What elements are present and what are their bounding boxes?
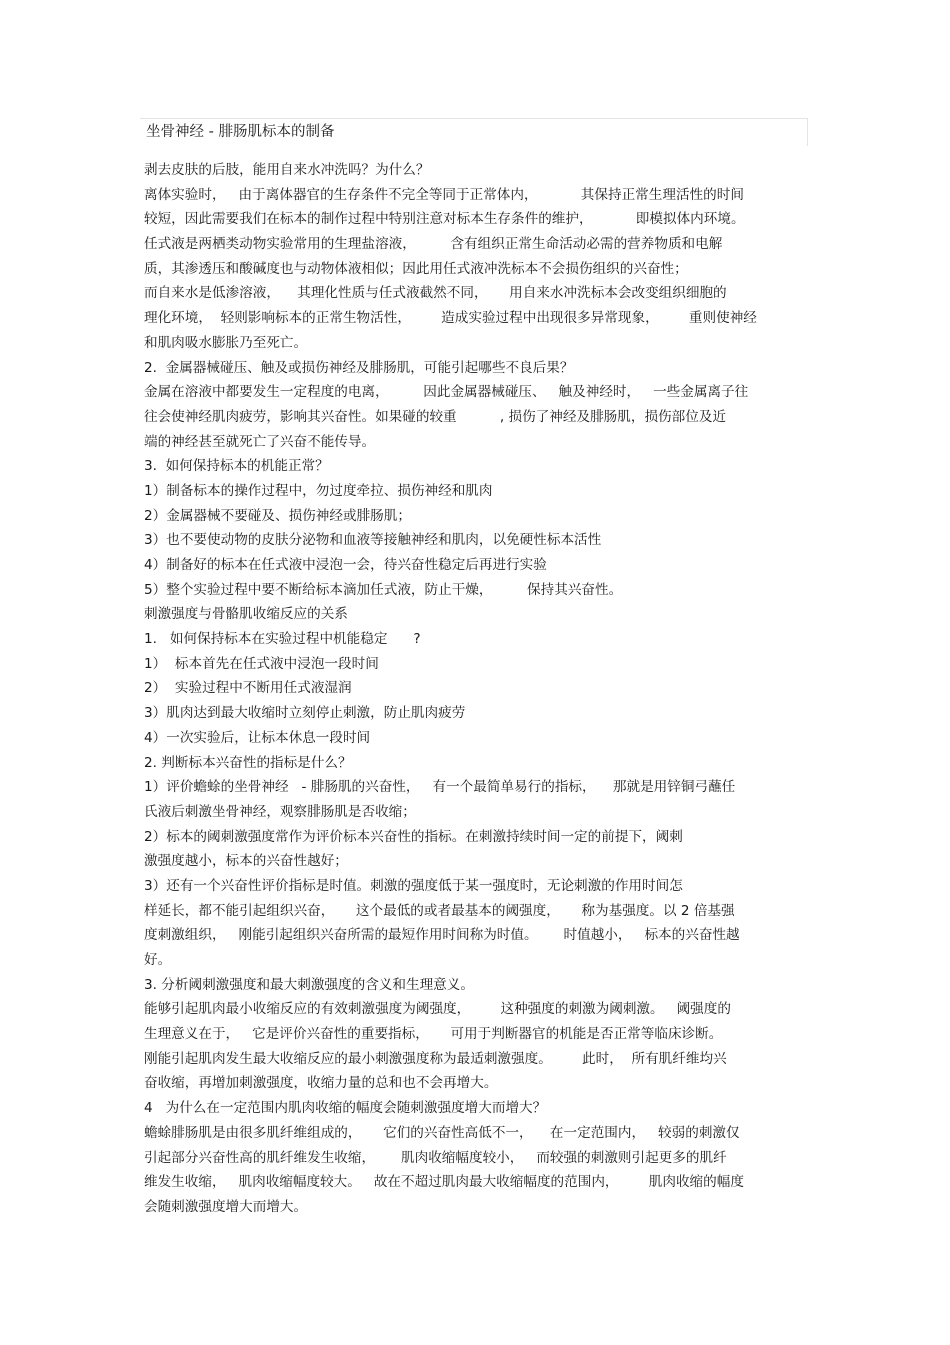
text-line: 度刺激组织， 刚能引起组织兴奋所需的最短作用时间称为时值。 时值越小， 标本的兴奋性越: [144, 927, 740, 944]
text-line: 3. 分析阈刺激强度和最大刺激强度的含义和生理意义。: [144, 976, 474, 993]
text-line: 质，其渗透压和酸碱度也与动物体液相似；因此用任式液冲洗标本不会损伤组织的兴奋性；: [144, 260, 688, 277]
text-line: 维发生收缩， 肌肉收缩幅度较大。 故在不超过肌肉最大收缩幅度的范围内， 肌肉收缩的幅度: [144, 1174, 744, 1191]
text-line: 3）肌肉达到最大收缩时立刻停止刺激，防止肌肉疲劳: [144, 705, 466, 722]
text-line: 和肌肉吸水膨胀乃至死亡。: [144, 334, 308, 351]
text-line: 刚能引起肌肉发生最大收缩反应的最小刺激强度称为最适刺激强度。 此时， 所有肌纤维均兴: [144, 1050, 727, 1067]
text-line: 引起部分兴奋性高的肌纤维发生收缩， 肌肉收缩幅度较小， 而较强的刺激则引起更多的肌纤: [144, 1149, 727, 1166]
text-line: 端的神经甚至就死亡了兴奋不能传导。: [144, 433, 376, 450]
text-line: 2. 判断标本兴奋性的指标是什么？: [144, 754, 352, 771]
text-line: 奋收缩，再增加刺激强度，收缩力量的总和也不会再增大。: [144, 1075, 498, 1092]
text-line: 4）一次实验后，让标本休息一段时间: [144, 729, 371, 746]
text-line: 理化环境， 轻则影响标本的正常生物活性， 造成实验过程中出现很多异常现象， 重则使神经: [144, 310, 757, 327]
text-line: 好。: [144, 952, 172, 968]
text-line: 4）制备好的标本在任式液中浸泡一会，待兴奋性稳定后再进行实验: [144, 557, 547, 573]
text-line: 往会使神经肌肉疲劳，影响其兴奋性。如果碰的较重 , 损伤了神经及腓肠肌，损伤部位及近: [144, 408, 727, 425]
text-line: 离体实验时， 由于离体器官的生存条件不完全等同于正常体内， 其保持正常生理活性的时间: [144, 186, 744, 203]
text-line: 氏液后刺激坐骨神经，观察腓肠肌是否收缩；: [144, 803, 416, 820]
text-line: 2） 实验过程中不断用任式液湿润: [144, 680, 352, 697]
text-line: 金属在溶液中都要发生一定程度的电离， 因此金属器械碰压、 触及神经时， 一些金属离子往: [144, 384, 749, 401]
text-line: 1） 标本首先在任式液中浸泡一段时间: [144, 655, 379, 672]
text-line: 3. 如何保持标本的机能正常？: [144, 458, 329, 475]
text-line: 3）还有一个兴奋性评价指标是时值。刺激的强度低于某一强度时，无论刺激的作用时间怎: [144, 877, 683, 894]
text-line: 样延长，都不能引起组织兴奋， 这个最低的或者最基本的阈强度， 称为基强度。以 2 倍基强: [144, 902, 735, 919]
text-line: 1. 如何保持标本在实验过程中机能稳定 ?: [144, 631, 421, 648]
text-line: 蟾蜍腓肠肌是由很多肌纤维组成的， 它们的兴奋性高低不一， 在一定范围内， 较弱的刺激仅: [144, 1124, 740, 1141]
text-line: 4 为什么在一定范围内肌肉收缩的幅度会随刺激强度增大而增大？: [144, 1100, 547, 1117]
text-line: 5）整个实验过程中要不断给标本滴加任式液，防止干燥， 保持其兴奋性。: [144, 581, 623, 598]
text-line: 1）制备标本的操作过程中，勿过度牵拉、损伤神经和肌肉: [144, 482, 493, 499]
text-line: 能够引起肌肉最小收缩反应的有效刺激强度为阈强度， 这种强度的刺激为阈刺激。 阈强度的: [144, 1001, 731, 1018]
text-line: 3）也不要使动物的皮肤分泌物和血液等接触神经和肌肉，以免硬性标本活性: [144, 532, 602, 549]
text-line: 2）金属器械不要碰及、损伤神经或腓肠肌；: [144, 507, 411, 524]
text-line: 生理意义在于， 它是评价兴奋性的重要指标， 可用于判断器官的机能是否正常等临床诊断。: [144, 1026, 723, 1043]
page-title: 坐骨神经 - 腓肠肌标本的制备: [146, 124, 335, 140]
text-line: 1）评价蟾蜍的坐骨神经 - 腓肠肌的兴奋性， 有一个最简单易行的指标， 那就是用锌铜弓蘸任: [144, 779, 736, 796]
text-line: 较短，因此需要我们在标本的制作过程中特别注意对标本生存条件的维护， 即模拟体内环境。: [144, 211, 745, 228]
text-line: 2. 金属器械碰压、触及或损伤神经及腓肠肌，可能引起哪些不良后果？: [144, 359, 574, 376]
text-line: 会随刺激强度增大而增大。: [144, 1198, 308, 1215]
text-line: 激强度越小，标本的兴奋性越好；: [144, 853, 348, 870]
text-line: 而自来水是低渗溶液， 其理化性质与任式液截然不同， 用自来水冲洗标本会改变组织细胞的: [144, 285, 727, 302]
text-line: 剥去皮肤的后肢，能用自来水冲洗吗？为什么？: [144, 162, 430, 178]
text-line: 任式液是两栖类动物实验常用的生理盐溶液， 含有组织正常生命活动必需的营养物质和电解: [144, 236, 723, 253]
document-body: [144, 158, 804, 1220]
text-line: 2）标本的阈刺激强度常作为评价标本兴奋性的指标。在刺激持续时间一定的前提下，阈刺: [144, 828, 683, 845]
text-line: 刺激强度与骨骼肌收缩反应的关系: [144, 606, 348, 623]
